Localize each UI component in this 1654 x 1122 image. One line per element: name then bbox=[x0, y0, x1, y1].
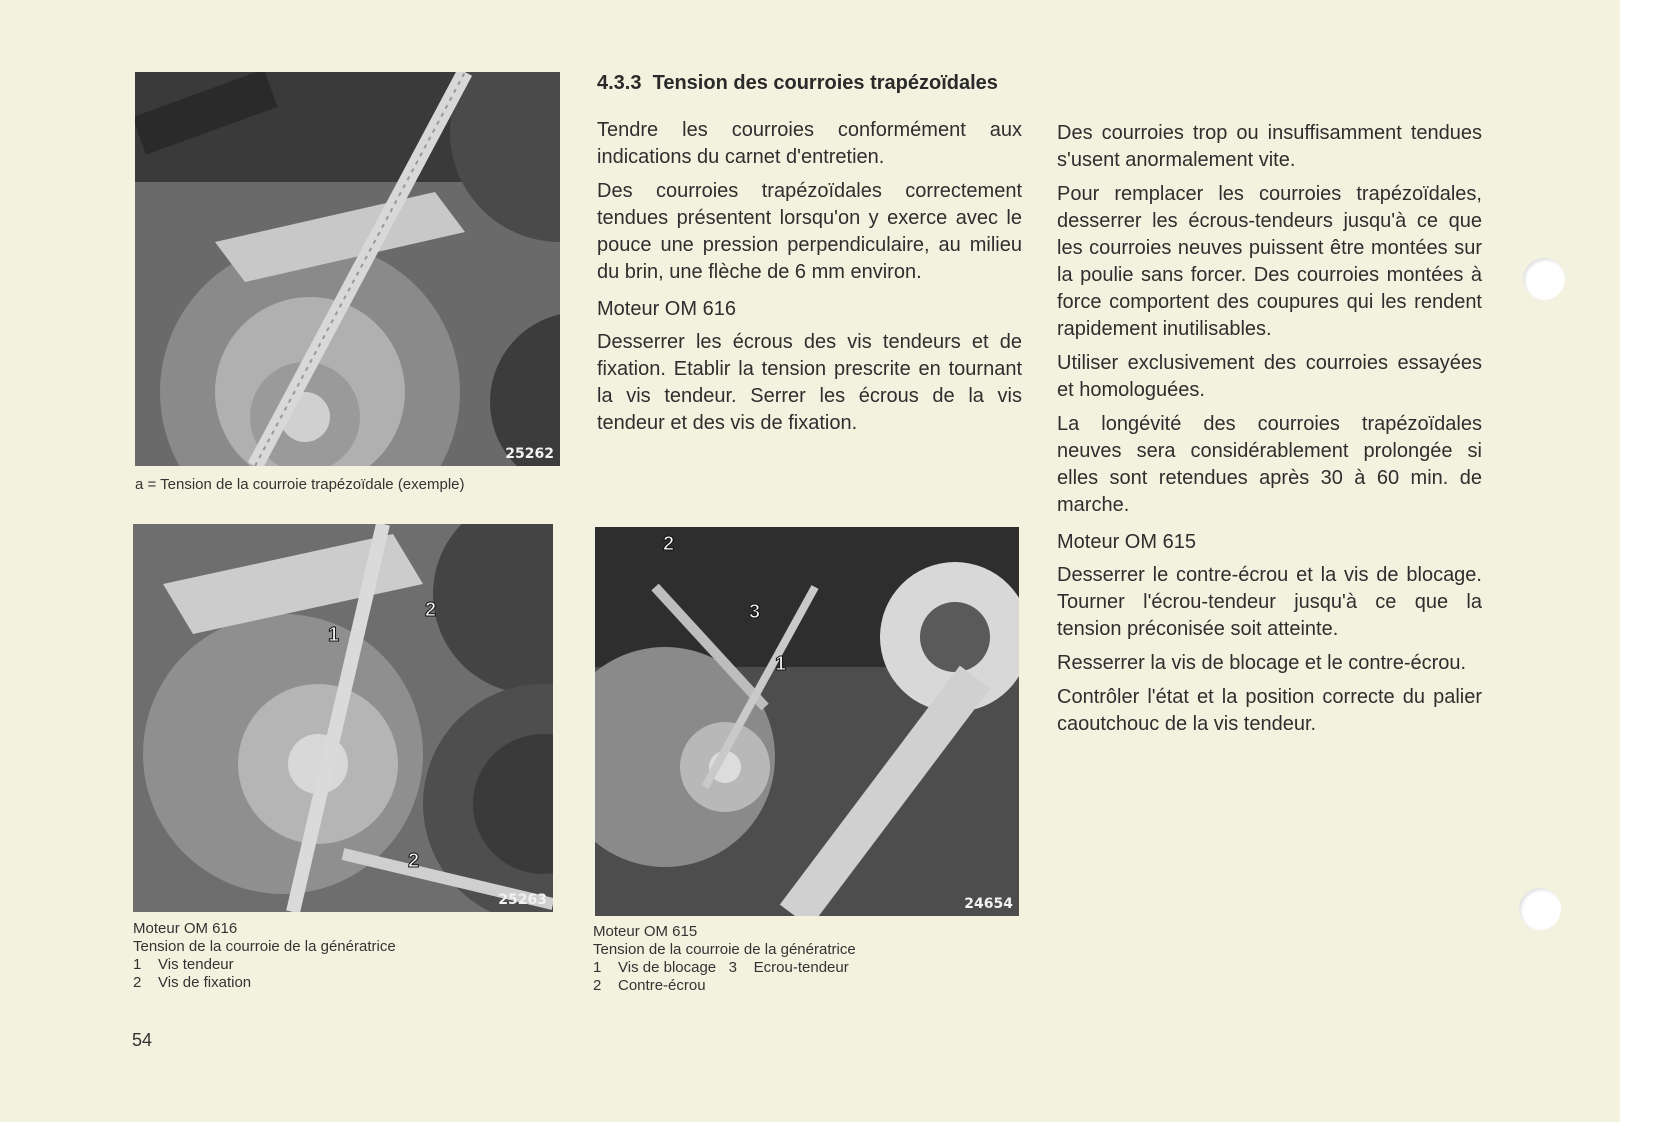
binder-hole-bottom bbox=[1519, 888, 1561, 930]
section-title-text: Tension des courroies trapézoïdales bbox=[652, 72, 998, 94]
paragraph: Des courroies trapézoïdales correctement tendues présentent lorsqu'on y exerce avec le pouce une pression perpendiculaire, au milieu du brin, une flèche de 6 mm environ. bbox=[597, 180, 1022, 283]
caption-line: 2 Contre-écrou bbox=[593, 977, 706, 994]
figure-belt-tension-photo bbox=[135, 72, 560, 466]
text-column-right bbox=[1057, 120, 1482, 745]
callout-2-top: 2 bbox=[425, 599, 437, 621]
figure-caption bbox=[593, 923, 856, 995]
caption-line: Tension de la courroie de la génératrice bbox=[133, 938, 396, 955]
section-number: 4.3.3 bbox=[597, 72, 642, 94]
caption-line: Tension de la courroie de la génératrice bbox=[593, 941, 856, 958]
paragraph: Tendre les courroies conformément aux indications du carnet d'entretien. bbox=[597, 119, 1022, 168]
paragraph: Desserrer les écrous des vis tendeurs et de fixation. Etablir la tension prescrite en tournant la vis tendeur. Serrer les écrous de la vis tendeur et des vis de fixation. bbox=[597, 331, 1022, 434]
callout-3: 3 bbox=[749, 601, 761, 623]
caption-line: 1 Vis de blocage 3 Ecrou-tendeur bbox=[593, 959, 849, 976]
figure-om615-photo bbox=[595, 527, 1019, 916]
paragraph: La longévité des courroies trapézoïdales neuves sera considérablement prolongée si elles sont retendues après 30 à 60 min. de marche. bbox=[1057, 413, 1482, 516]
paragraph: Des courroies trop ou insuffisamment tendues s'usent anormalement vite. bbox=[1057, 122, 1482, 171]
binder-hole-top bbox=[1523, 258, 1565, 300]
text-column-middle bbox=[597, 117, 1022, 444]
caption-line: 2 Vis de fixation bbox=[133, 974, 252, 991]
caption-line: 1 Vis tendeur bbox=[133, 956, 234, 973]
callout-2: 2 bbox=[663, 533, 675, 555]
section-title bbox=[597, 72, 998, 95]
subheading-om615: Moteur OM 615 bbox=[1057, 531, 1196, 553]
paragraph: Contrôler l'état et la position correcte du palier caoutchouc de la vis tendeur. bbox=[1057, 686, 1482, 735]
figure-number: 25263 bbox=[498, 892, 547, 908]
caption-line: Moteur OM 615 bbox=[593, 923, 698, 940]
subheading-om616: Moteur OM 616 bbox=[597, 298, 736, 320]
paragraph: Pour remplacer les courroies trapézoïdales, desserrer les écrous-tendeurs jusqu'à ce que les courroies neuves puissent être montées sur la poulie sans forcer. Des courroies montées à force comportent des coupures qui les rendent rapidement inutilisables. bbox=[1057, 183, 1482, 340]
figure-caption bbox=[133, 920, 396, 992]
paragraph: Desserrer le contre-écrou et la vis de blocage. Tourner l'écrou-tendeur jusqu'à ce que la tension préconisée soit atteinte. bbox=[1057, 564, 1482, 640]
paragraph: Resserrer la vis de blocage et le contre-écrou. bbox=[1057, 652, 1467, 674]
callout-1: 1 bbox=[328, 624, 340, 646]
caption-line: Moteur OM 616 bbox=[133, 920, 238, 937]
figure-caption bbox=[135, 476, 465, 494]
paragraph: Utiliser exclusivement des courroies essayées et homologuées. bbox=[1057, 352, 1482, 401]
figure-number: 24654 bbox=[964, 896, 1013, 912]
callout-1: 1 bbox=[775, 653, 787, 675]
callout-2-bottom: 2 bbox=[408, 850, 420, 872]
figure-om616-photo bbox=[133, 524, 553, 912]
figure-number: 25262 bbox=[505, 446, 554, 462]
caption-line: a = Tension de la courroie trapézoïdale (exemple) bbox=[135, 476, 465, 493]
page-number: 54 bbox=[132, 1030, 153, 1050]
